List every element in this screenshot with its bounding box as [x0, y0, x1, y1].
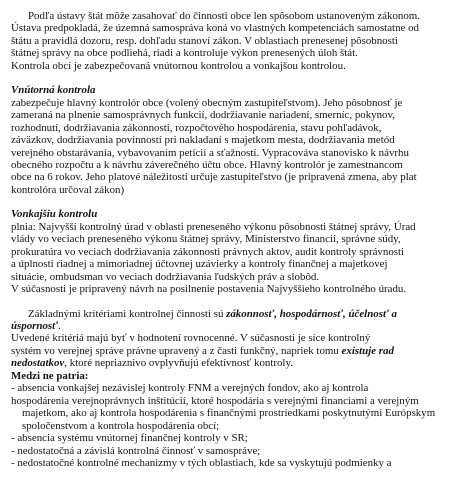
text-line: zabezpečuje hlavný kontrolór obce (volený obecným zastupiteľstvom). Jeho pôsobnosť je — [11, 96, 403, 109]
text-line: prokuratúra vo veciach dodržiavania zákonnosti právnych aktov, audit kontroly správnosti — [11, 245, 405, 258]
text-line: vlády vo veciach preneseného výkonu štátnej správy, Ministerstvo financií, správne súdy, — [11, 233, 401, 246]
intro-paragraph — [11, 10, 445, 72]
text-run: , ktoré nepriaznivo ovplyvňujú efektívnosť kontroly. — [64, 357, 293, 370]
section-heading: Vnútorná kontrola — [11, 84, 96, 97]
list-item: - nedostatočná a závislá kontrolná činnosť v samospráve; — [11, 444, 261, 457]
external-control-section — [11, 208, 445, 295]
list-item-continuation: spoločenstvom a kontrola hospodárenia obcí; — [22, 419, 220, 432]
text-line: a úplnosti riadnej a mimoriadnej účtovnej uzávierky a kontroly finančnej a majetkovej — [11, 258, 388, 271]
emphasis-text: existuje rad — [341, 344, 394, 357]
criteria-paragraph — [11, 308, 445, 370]
text-line: V súčasnosti je pripravený návrh na posilnenie postavenia Najvyššieho kontrolného úradu. — [11, 283, 407, 296]
emphasis-text: úspornosť — [11, 319, 58, 332]
text-line: obce na 6 rokov. Jeho platové náležitosti určuje zastupiteľstvo (je pripravená zmena, aby plat — [11, 171, 417, 184]
text-line: rozhodnutí, dodržiavania zákonnosti, rozpočtového hospodárenia, stavu pohľadávok, — [11, 121, 382, 134]
text-line — [11, 308, 445, 320]
text-run: systém vo verejnej správe právne upravený a z časti funkčný, napriek tomu — [11, 344, 342, 357]
list-heading: Medzi ne patria: — [11, 369, 89, 382]
shortcomings-list — [11, 370, 445, 470]
list-item-continuation: majetkom, ako aj kontrola hospodárenia s finančnými prostriedkami poskytnutými Európskym — [22, 407, 436, 420]
emphasis-text: nedostatkov — [11, 357, 65, 370]
emphasis-text: zákonnosť, hospodárnosť, účelnosť a — [226, 307, 397, 320]
section-heading: Vonkajšiu kontrolu — [11, 208, 98, 221]
list-item: - nedostatočné kontrolné mechanizmy v tých oblastiach, kde sa vyskytujú podmienky a — [11, 456, 392, 469]
text-line: plnia: Najvyšší kontrolný úrad v oblasti preneseného výkonu pôsobnosti štátnej správy, Úrad — [11, 220, 416, 233]
text-line: verejného obstarávania, vybavovaním petícií a sťažností. Vypracováva stanovisko k návrhu — [11, 146, 409, 159]
internal-control-section — [11, 84, 445, 196]
list-item: - absencia systému vnútornej finančnej kontroly v SR; — [11, 432, 248, 445]
text-line: Kontrola obcí je zabezpečovaná vnútornou kontrolou a vonkajšou kontrolou. — [11, 59, 346, 72]
text-line: obecného rozpočtu a k návrhu záverečného účtu obce. Hlavný kontrolór je zamestnancom — [11, 158, 403, 171]
text-line: situácie, ombudsman vo veciach dodržiavania ľudských práv a slobôd. — [11, 270, 320, 283]
text-line: záväzkov, dodržiavania povinností pri nakladaní s majetkom mesta, dodržiavania metód — [11, 134, 395, 147]
text-line: kontrolóra určoval zákon) — [11, 183, 125, 196]
text-run: Základnými kritériami kontrolnej činnosti sú — [28, 307, 227, 320]
text-line — [11, 320, 445, 332]
text-line: zameraná na plnenie samosprávnych funkcií, dodržiavanie nariadení, smerníc, pokynov, — [11, 109, 395, 122]
text-line: Uvedené kritériá majú byť v hodnotení rovnocenné. V súčasnosti je síce kontrolný — [11, 332, 371, 345]
text-line — [11, 345, 445, 357]
text-line: štátu a pravidlá dozoru, resp. dohľadu stanoví zákon. V oblastiach prenesenej pôsobnosti — [11, 34, 398, 47]
list-item: - absencia vonkajšej nezávislej kontroly FNM a verejných fondov, ako aj kontrola — [11, 382, 369, 395]
text-line: Podľa ústavy štát môže zasahovať do činnosti obce len spôsobom ustanoveným zákonom. — [28, 10, 420, 22]
text-line: Ústava predpokladá, že územná samospráva koná vo vlastných kompetenciách samostatne od — [11, 22, 419, 35]
text-line: štátnej správy na obce podliehá, riadi a kontroluje výkon prenesených úloh štát. — [11, 47, 358, 60]
text-line — [11, 357, 445, 369]
text-run: . — [57, 319, 61, 332]
list-item-continuation: hospodárenia verejnoprávnych inštitúcií, ktoré hospodária s verejnými financiami a verejným — [11, 394, 419, 407]
